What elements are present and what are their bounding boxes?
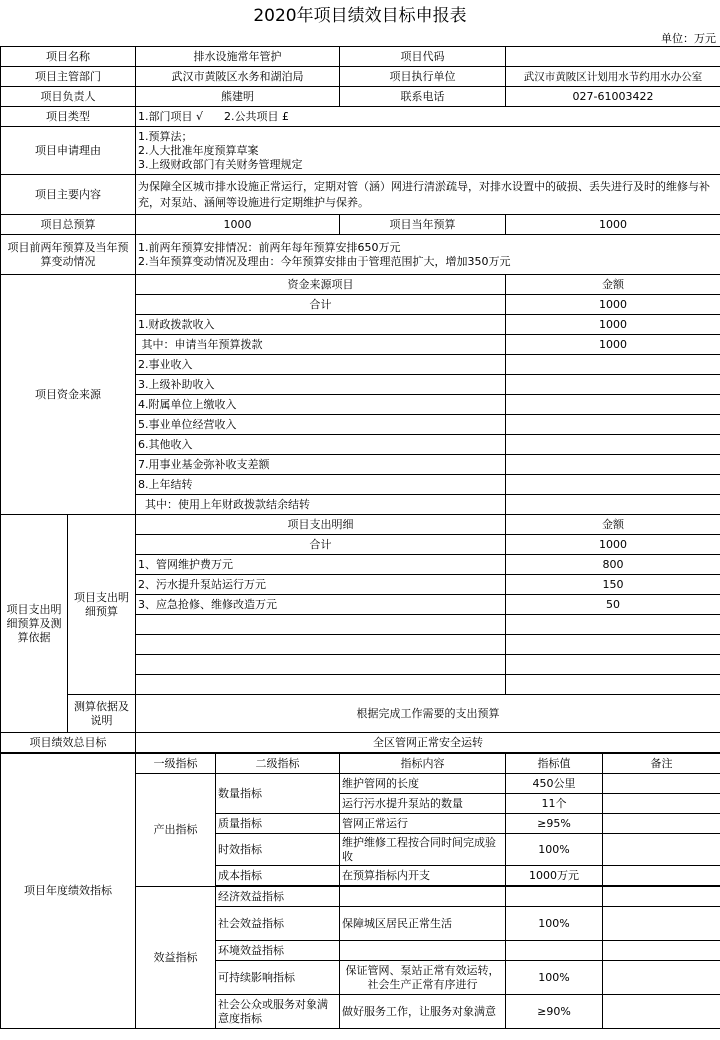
time-label: 时效指标: [216, 834, 340, 866]
basis-label: 测算依据及说明: [68, 695, 136, 733]
funding-row-amount: 1000: [506, 315, 720, 335]
funding-row-name: 6.其他收入: [136, 435, 506, 455]
unit-label: 单位：万元: [661, 32, 716, 45]
goal-value: 全区管网正常安全运转: [136, 733, 720, 753]
reason-value: [136, 127, 720, 175]
perf-h4: 指标值: [506, 754, 603, 774]
dept-label: 项目主管部门: [1, 67, 136, 87]
econ-content: [340, 887, 506, 907]
funding-row-amount: [506, 395, 720, 415]
satis-value: ≥90%: [506, 995, 603, 1029]
cost-value: 1000万元: [506, 866, 603, 886]
reason-line: 2.人大批准年度预算草案: [138, 143, 259, 157]
change-line: 1.前两年预算安排情况：前两年每年预算安排650万元: [138, 240, 401, 254]
expense-row-amount: [506, 635, 720, 655]
social-note: [603, 907, 720, 941]
project-code-value: [506, 47, 720, 67]
expense-row-name: [136, 635, 506, 655]
sustain-value: 100%: [506, 961, 603, 995]
funding-row-amount: [506, 475, 720, 495]
exec-unit-label: 项目执行单位: [340, 67, 506, 87]
qty1-content: 维护管网的长度: [340, 774, 506, 794]
content-value: 为保障全区城市排水设施正常运行，定期对管（涵）网进行清淤疏导，对排水设置中的破损、丢失进行及时的维修与补充，对泵站、涵闸等设施进行定期维护与保养。: [136, 175, 720, 215]
econ-value: [506, 887, 603, 907]
expense-row-amount: 1000: [506, 535, 720, 555]
funding-row-name: 1.财政拨款收入: [136, 315, 506, 335]
funding-row-name: 5.事业单位经营收入: [136, 415, 506, 435]
total-budget-label: 项目总预算: [1, 215, 136, 235]
reason-line: 1.预算法；: [138, 129, 193, 143]
qty2-note: [603, 794, 720, 814]
cost-content: 在预算指标内开支: [340, 866, 506, 886]
sustain-note: [603, 961, 720, 995]
reason-label: 项目申请理由: [1, 127, 136, 175]
expense-row-name: 3、应急抢修、维修改造万元: [136, 595, 506, 615]
project-name-value: 排水设施常年管护: [136, 47, 340, 67]
expense-row-amount: [506, 655, 720, 675]
expense-row-amount: 800: [506, 555, 720, 575]
cost-note: [603, 866, 720, 886]
type-label: 项目类型: [1, 107, 136, 127]
quality-label: 质量指标: [216, 814, 340, 834]
funding-row-amount: [506, 495, 720, 515]
current-budget-label: 项目当年预算: [340, 215, 506, 235]
time-note: [603, 834, 720, 866]
cost-label: 成本指标: [216, 866, 340, 886]
sustain-label: 可持续影响指标: [216, 961, 340, 995]
social-label: 社会效益指标: [216, 907, 340, 941]
econ-note: [603, 887, 720, 907]
expense-row-name: 2、污水提升泵站运行万元: [136, 575, 506, 595]
expense-row-amount: [506, 615, 720, 635]
funding-row-name: 7.用事业基金弥补收支差额: [136, 455, 506, 475]
env-label: 环境效益指标: [216, 941, 340, 961]
funding-row-amount: [506, 455, 720, 475]
funding-row-amount: 1000: [506, 335, 720, 355]
total-budget-value: 1000: [136, 215, 340, 235]
quality-content: 管网正常运行: [340, 814, 506, 834]
expense-row-name: [136, 615, 506, 635]
benefit-label: 效益指标: [136, 887, 216, 1029]
exec-unit-value: 武汉市黄陂区计划用水节约用水办公室: [506, 67, 720, 87]
expense-row-name: [136, 675, 506, 695]
sustain-content: 保证管网、泵站正常有效运转，社会生产正常有序进行: [340, 961, 506, 995]
env-value: [506, 941, 603, 961]
perf-label: 项目年度绩效指标: [1, 754, 136, 1029]
qty-label: 数量指标: [216, 774, 340, 814]
perf-h3: 指标内容: [340, 754, 506, 774]
env-content: [340, 941, 506, 961]
expense-row-name: [136, 655, 506, 675]
project-code-label: 项目代码: [340, 47, 506, 67]
qty2-content: 运行污水提升泵站的数量: [340, 794, 506, 814]
page-title: 2020年项目绩效目标申报表: [253, 6, 467, 26]
expense-row-amount: 150: [506, 575, 720, 595]
quality-value: ≥95%: [506, 814, 603, 834]
goal-label: 项目绩效总目标: [1, 733, 136, 753]
qty1-note: [603, 774, 720, 794]
satis-content: 做好服务工作，让服务对象满意: [340, 995, 506, 1029]
funding-row-name: 其中：申请当年预算拨款: [136, 335, 506, 355]
funding-row-name: 3.上级补助收入: [136, 375, 506, 395]
change-value: [136, 235, 720, 275]
expense-row-amount: [506, 675, 720, 695]
reason-line: 3.上级财政部门有关财务管理规定: [138, 157, 303, 171]
funding-row-amount: [506, 375, 720, 395]
social-content: 保障城区居民正常生活: [340, 907, 506, 941]
phone-label: 联系电话: [340, 87, 506, 107]
qty1-value: 450公里: [506, 774, 603, 794]
env-note: [603, 941, 720, 961]
change-line: 2.当年预算变动情况及理由：今年预算安排由于管理范围扩大，增加350万元: [138, 254, 511, 268]
funding-row-name: 合计: [136, 295, 506, 315]
expense-header-item: 项目支出明细: [136, 515, 506, 535]
funding-label: 项目资金来源: [1, 275, 136, 515]
perf-h5: 备注: [603, 754, 720, 774]
funding-row-name: 2.事业收入: [136, 355, 506, 375]
funding-row-amount: [506, 415, 720, 435]
change-label: 项目前两年预算及当年预算变动情况: [1, 235, 136, 275]
funding-row-amount: [506, 435, 720, 455]
leader-value: 熊建明: [136, 87, 340, 107]
phone-value: 027-61003422: [506, 87, 720, 107]
satis-note: [603, 995, 720, 1029]
output-label: 产出指标: [136, 774, 216, 887]
expense-row-name: 合计: [136, 535, 506, 555]
form-main: [0, 46, 720, 753]
funding-row-amount: [506, 355, 720, 375]
perf-h1: 一级指标: [136, 754, 216, 774]
funding-row-amount: 1000: [506, 295, 720, 315]
project-name-label: 项目名称: [1, 47, 136, 67]
expense-inner-label: 项目支出明细预算: [68, 515, 136, 695]
type-value: 1.部门项目 √ 2.公共项目 £: [136, 107, 720, 127]
funding-header-amount: 金额: [506, 275, 720, 295]
leader-label: 项目负责人: [1, 87, 136, 107]
perf-h2: 二级指标: [216, 754, 340, 774]
funding-row-name: 8.上年结转: [136, 475, 506, 495]
current-budget-value: 1000: [506, 215, 720, 235]
dept-value: 武汉市黄陂区水务和湖泊局: [136, 67, 340, 87]
time-content: 维护维修工程按合同时间完成验收: [340, 834, 506, 866]
funding-row-name: 4.附属单位上缴收入: [136, 395, 506, 415]
expense-row-name: 1、管网维护费万元: [136, 555, 506, 575]
econ-label: 经济效益指标: [216, 887, 340, 907]
time-value: 100%: [506, 834, 603, 866]
expense-row-amount: 50: [506, 595, 720, 615]
basis-value: 根据完成工作需要的支出预算: [136, 695, 720, 733]
satis-label: 社会公众或服务对象满意度指标: [216, 995, 340, 1029]
funding-header-item: 资金来源项目: [136, 275, 506, 295]
performance-table: [0, 753, 720, 1029]
funding-row-name: 其中：使用上年财政拨款结余结转: [136, 495, 506, 515]
qty2-value: 11个: [506, 794, 603, 814]
social-value: 100%: [506, 907, 603, 941]
content-label: 项目主要内容: [1, 175, 136, 215]
expense-header-amount: 金额: [506, 515, 720, 535]
expense-outer-label: 项目支出明细预算及测算依据: [1, 515, 68, 733]
quality-note: [603, 814, 720, 834]
